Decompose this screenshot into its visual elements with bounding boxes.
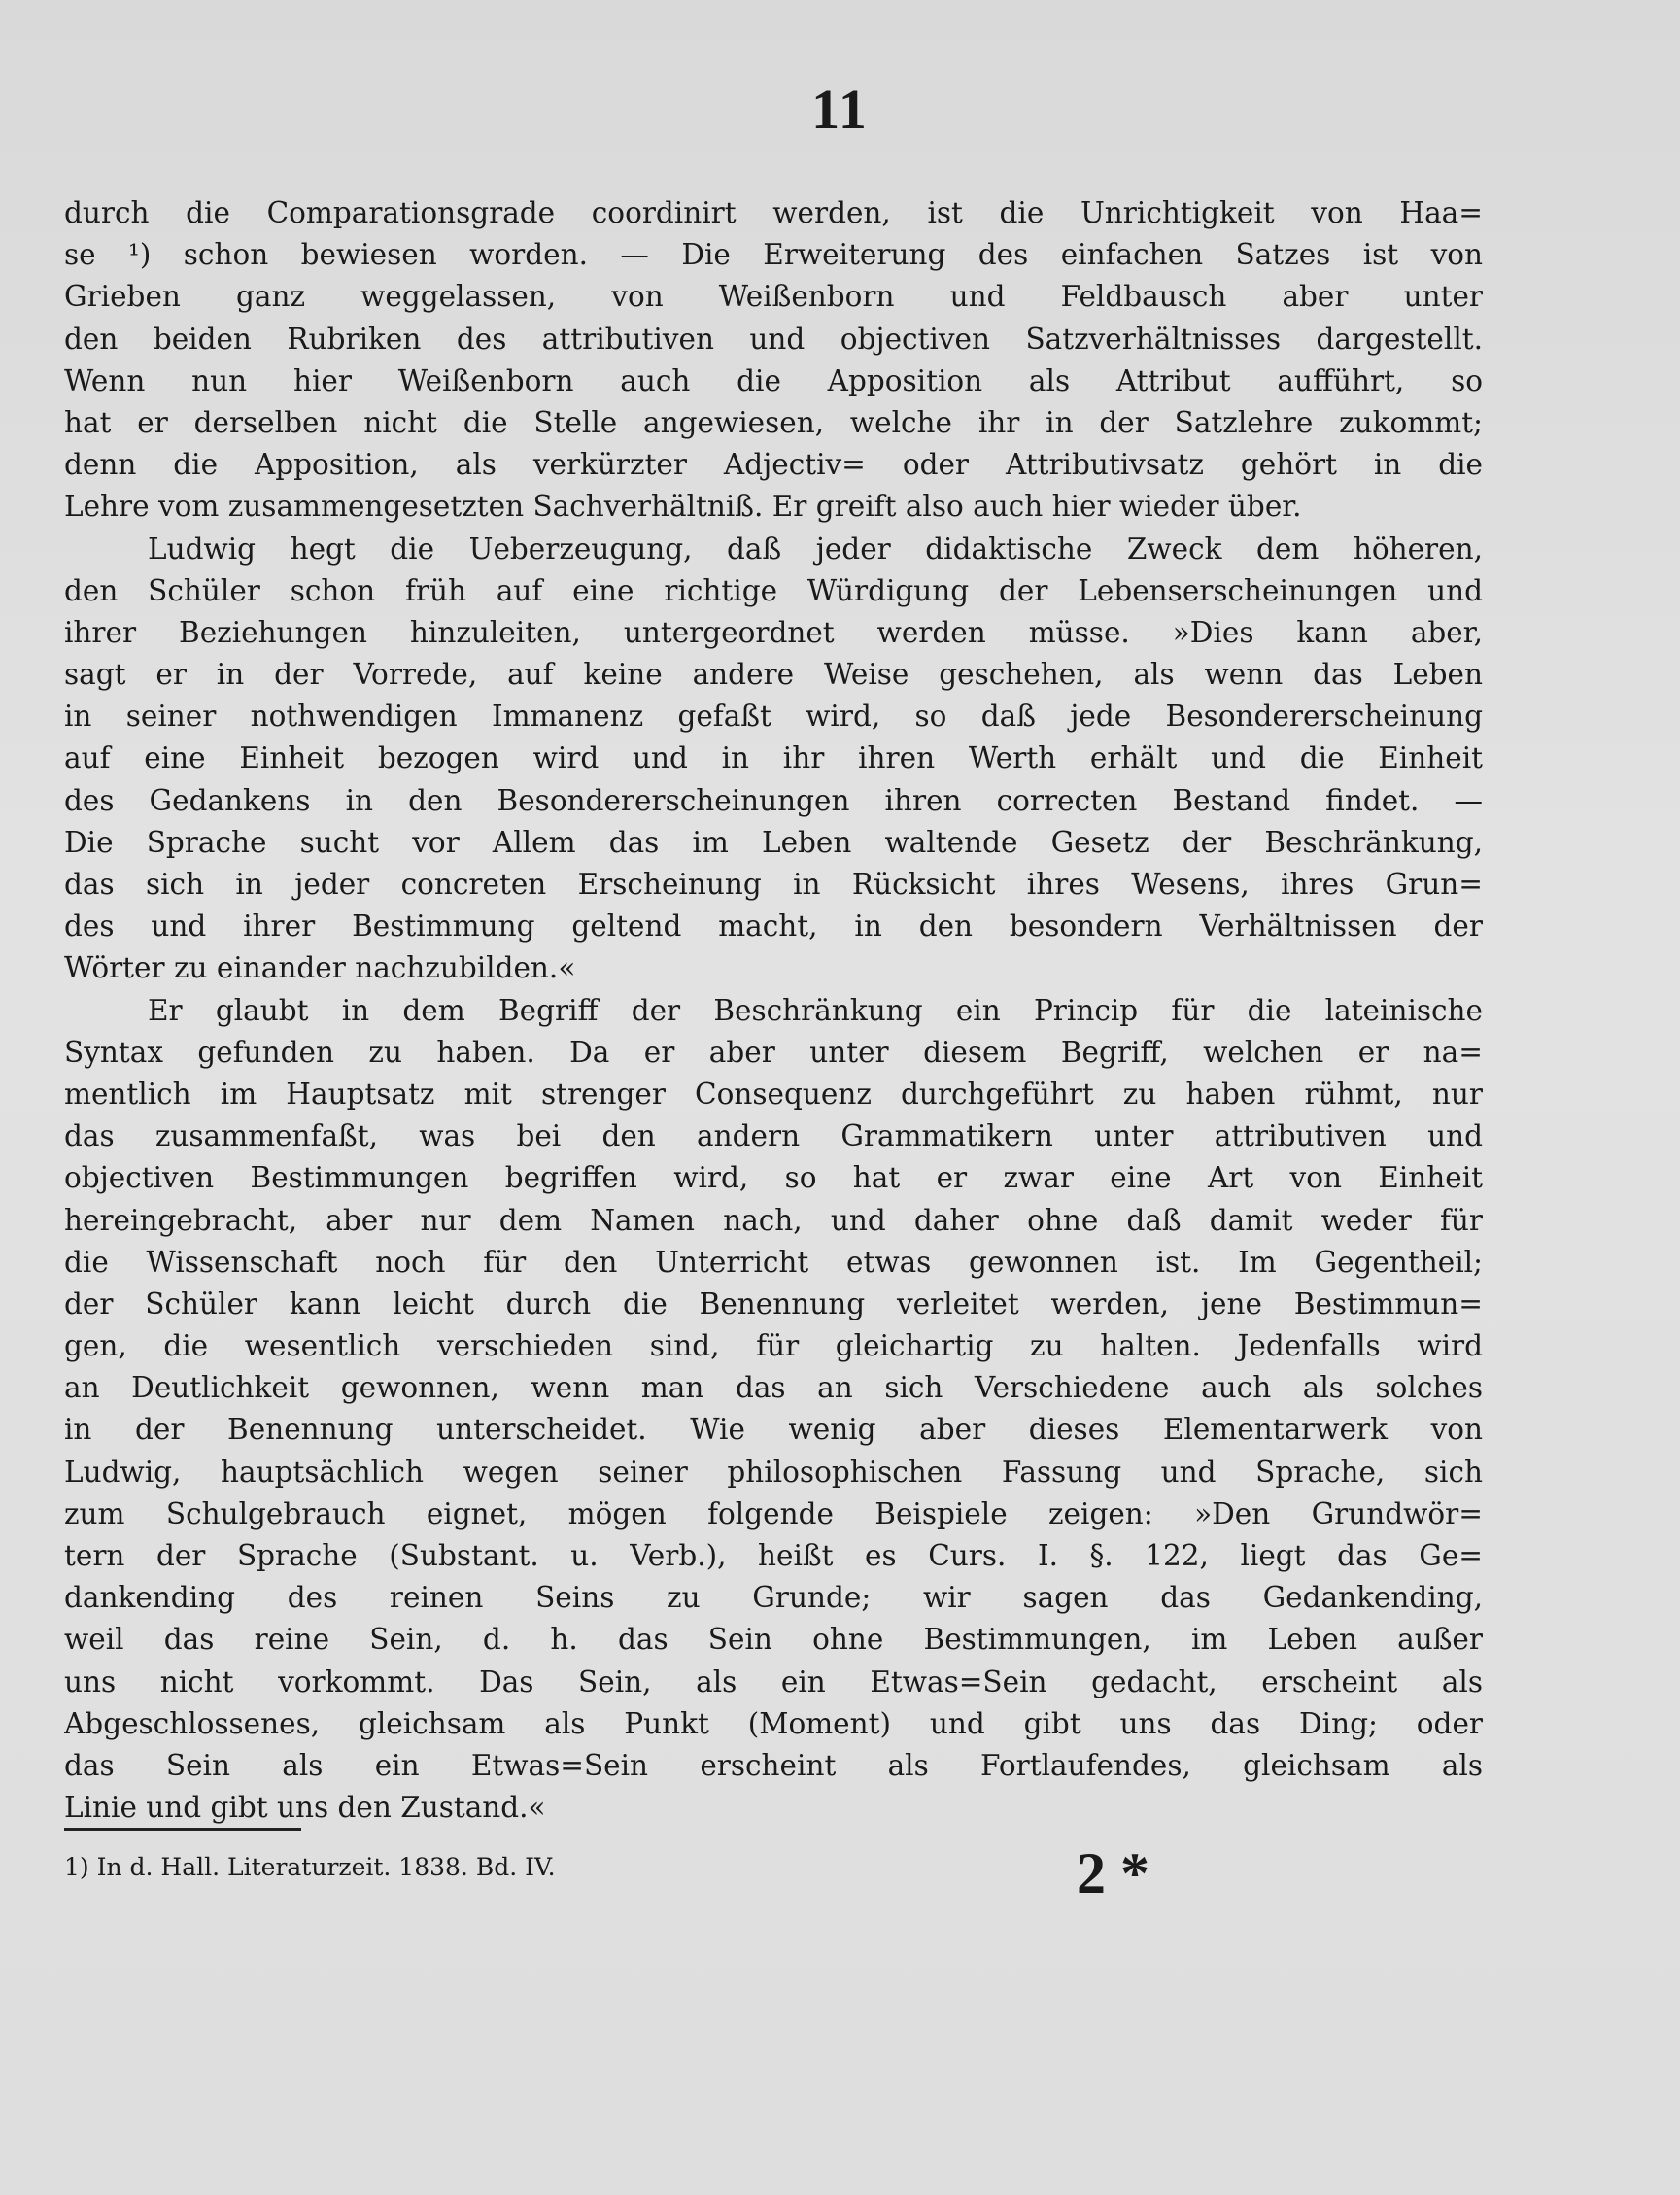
text-line: objectiven Bestimmungen begriffen wird, so hat er zwar eine Art von Einheit bbox=[64, 1161, 1483, 1195]
text-line: Syntax gefunden zu haben. Da er aber unter diesem Begriff, welchen er na= bbox=[64, 1035, 1483, 1069]
signature-mark: 2 * bbox=[1077, 1841, 1149, 1905]
paragraph-start-line: Er glaubt in dem Begriff der Beschränkung ein Princip für die lateinische bbox=[148, 993, 1483, 1027]
text-line: sagt er in der Vorrede, auf keine andere Weise geschehen, als wenn das Leben bbox=[64, 658, 1483, 692]
text-line: der Schüler kann leicht durch die Benennung verleitet werden, jene Bestimmun= bbox=[64, 1286, 1483, 1320]
text-line: Linie und gibt uns den Zustand.« bbox=[64, 1791, 546, 1825]
paragraph-start-line: Ludwig hegt die Ueberzeugung, daß jeder didaktische Zweck dem höheren, bbox=[148, 532, 1483, 566]
text-line: dankending des reinen Seins zu Grunde; wir sagen das Gedankending, bbox=[64, 1581, 1483, 1615]
text-line: mentlich im Hauptsatz mit strenger Consequenz durchgeführt zu haben rühmt, nur bbox=[64, 1077, 1483, 1111]
page-number: 11 bbox=[811, 78, 869, 141]
body-text bbox=[64, 192, 1483, 1829]
text-line: ihrer Beziehungen hinzuleiten, untergeordnet werden müsse. »Dies kann aber, bbox=[64, 615, 1483, 649]
text-line: uns nicht vorkommt. Das Sein, als ein Etwas=Sein gedacht, erscheint als bbox=[64, 1664, 1483, 1698]
text-line: hereingebracht, aber nur dem Namen nach, und daher ohne daß damit weder für bbox=[64, 1203, 1483, 1237]
text-line: Wenn nun hier Weißenborn auch die Apposition als Attribut aufführt, so bbox=[64, 363, 1483, 397]
text-line: weil das reine Sein, d. h. das Sein ohne Bestimmungen, im Leben außer bbox=[64, 1623, 1483, 1657]
text-line: das zusammenfaßt, was bei den andern Grammatikern unter attributiven und bbox=[64, 1119, 1483, 1153]
text-line: das sich in jeder concreten Erscheinung in Rücksicht ihres Wesens, ihres Grun= bbox=[64, 868, 1483, 901]
text-line: die Wissenschaft noch für den Unterricht etwas gewonnen ist. Im Gegentheil; bbox=[64, 1245, 1483, 1279]
text-line: durch die Comparationsgrade coordinirt werden, ist die Unrichtigkeit von Haa= bbox=[64, 196, 1483, 229]
text-line: in der Benennung unterscheidet. Wie wenig aber dieses Elementarwerk von bbox=[64, 1413, 1483, 1447]
text-line: in seiner nothwendigen Immanenz gefaßt wird, so daß jede Besondererscheinung bbox=[64, 700, 1483, 734]
text-line: Ludwig, hauptsächlich wegen seiner philosophischen Fassung und Sprache, sich bbox=[64, 1455, 1483, 1489]
text-line: denn die Apposition, als verkürzter Adjectiv= oder Attributivsatz gehört in die bbox=[64, 448, 1483, 482]
text-line: gen, die wesentlich verschieden sind, für gleichartig zu halten. Jedenfalls wird bbox=[64, 1329, 1483, 1363]
text-line: Wörter zu einander nachzubilden.« bbox=[64, 951, 576, 985]
footnote-rule bbox=[64, 1828, 301, 1831]
text-line: des Gedankens in den Besondererscheinungen ihren correcten Bestand findet. — bbox=[64, 783, 1483, 817]
text-line: Die Sprache sucht vor Allem das im Leben waltende Gesetz der Beschränkung, bbox=[64, 825, 1483, 859]
text-line: Abgeschlossenes, gleichsam als Punkt (Moment) und gibt uns das Ding; oder bbox=[64, 1706, 1483, 1740]
text-line: den beiden Rubriken des attributiven und objectiven Satzverhältnisses dargestellt. bbox=[64, 322, 1483, 356]
text-line: des und ihrer Bestimmung geltend macht, in den besondern Verhältnissen der bbox=[64, 909, 1483, 943]
text-line: zum Schulgebrauch eignet, mögen folgende Beispiele zeigen: »Den Grundwör= bbox=[64, 1496, 1483, 1530]
text-line: hat er derselben nicht die Stelle angewiesen, welche ihr in der Satzlehre zukommt; bbox=[64, 405, 1483, 439]
text-line: se ¹) schon bewiesen worden. — Die Erweiterung des einfachen Satzes ist von bbox=[64, 238, 1483, 272]
text-line: Lehre vom zusammengesetzten Sachverhältniß. Er greift also auch hier wieder über. bbox=[64, 490, 1302, 524]
text-line: auf eine Einheit bezogen wird und in ihr ihren Werth erhält und die Einheit bbox=[64, 741, 1483, 775]
footnote: 1) In d. Hall. Literaturzeit. 1838. Bd. IV. bbox=[64, 1853, 556, 1881]
text-line: den Schüler schon früh auf eine richtige Würdigung der Lebenserscheinungen und bbox=[64, 573, 1483, 607]
text-line: tern der Sprache (Substant. u. Verb.), heißt es Curs. I. §. 122, liegt das Ge= bbox=[64, 1539, 1483, 1572]
text-line: das Sein als ein Etwas=Sein erscheint als Fortlaufendes, gleichsam als bbox=[64, 1748, 1483, 1782]
text-line: Grieben ganz weggelassen, von Weißenborn und Feldbausch aber unter bbox=[64, 280, 1483, 314]
text-line: an Deutlichkeit gewonnen, wenn man das an sich Verschiedene auch als solches bbox=[64, 1371, 1483, 1405]
